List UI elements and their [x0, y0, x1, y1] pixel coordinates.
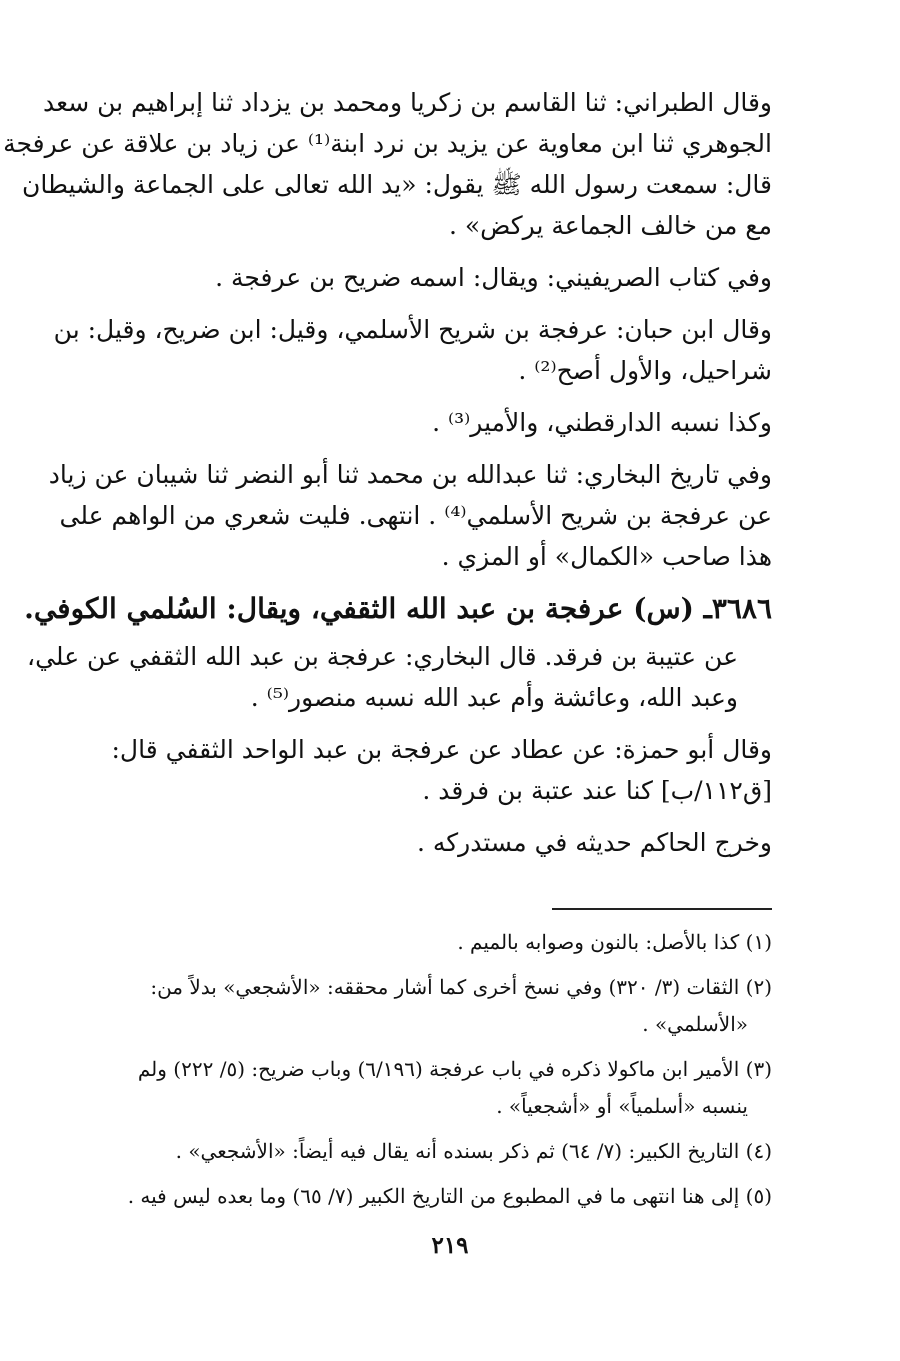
footnote-separator	[552, 908, 772, 910]
text-line: وفي كتاب الصريفيني: ويقال: اسمه ضريح بن عرفجة .	[215, 263, 772, 292]
entry-heading: ٣٦٨٦ـ (س) عرفجة بن عبد الله الثقفي، ويقال: السُلمي الكوفي.	[24, 592, 772, 625]
text-line: عن عرفجة بن شريح الأسلمي⁽⁴⁾ . انتهى. فليت شعري من الواهم على	[59, 501, 772, 530]
footnote-line: «الأسلمي» .	[642, 1012, 748, 1036]
text-line: وقال ابن حبان: عرفجة بن شريح الأسلمي، وقيل: ابن ضريح، وقيل: بن	[53, 315, 772, 344]
text-line: مع من خالف الجماعة يركض» .	[448, 211, 772, 240]
footnote-3	[128, 1051, 772, 1125]
text-line: وفي تاريخ البخاري: ثنا عبدالله بن محمد ثنا أبو النضر ثنا شيبان عن زياد	[48, 460, 772, 489]
footnote-line: (٣) الأمير ابن ماكولا ذكره في باب عرفجة (٦/١٩٦) وباب ضريح: (٥/ ٢٢٢) ولم	[137, 1057, 772, 1081]
footnote-1: (١) كذا بالأصل: بالنون وصوابه بالميم .	[457, 930, 772, 954]
text-line: وعبد الله، وعائشة وأم عبد الله نسبه منصور⁽⁵⁾ .	[250, 683, 738, 712]
paragraph-abu-hamza	[111, 729, 772, 811]
text-line: عن عتيبة بن فرقد. قال البخاري: عرفجة بن عبد الله الثقفي عن علي،	[27, 642, 738, 671]
paragraph-daraqutni	[128, 402, 772, 443]
footnote-line: ينسبه «أسلمياً» أو «أشجعياً» .	[496, 1094, 748, 1118]
text-line: هذا صاحب «الكمال» أو المزي .	[441, 542, 772, 571]
text-line: الجوهري ثنا ابن معاوية عن يزيد بن نرد ابنة⁽¹⁾ عن زياد بن علاقة عن عرفجة	[3, 129, 772, 158]
paragraph-ibn-hibban	[53, 309, 772, 391]
text-line: [ق١١٢/ب] كنا عند عتبة بن فرقد .	[422, 776, 772, 805]
paragraph-tabarani	[3, 82, 772, 246]
text-line: وخرج الحاكم حديثه في مستدركه .	[416, 828, 772, 857]
footnote-2	[128, 969, 772, 1043]
text-line: قال: سمعت رسول الله ﷺ يقول: «يد الله تعالى على الجماعة والشيطان	[21, 170, 772, 199]
text-line: وقال الطبراني: ثنا القاسم بن زكريا ومحمد بن يزداد ثنا إبراهيم بن سعد	[43, 88, 772, 117]
text-line: وكذا نسبه الدارقطني، والأمير⁽³⁾ .	[432, 408, 772, 437]
footnote-separator-wrap	[128, 874, 772, 924]
paragraph-hakim	[128, 822, 772, 863]
text-line: شراحيل، والأول أصح⁽²⁾ .	[518, 356, 772, 385]
footnote-5: (٥) إلى هنا انتهى ما في المطبوع من التاريخ الكبير (٧/ ٦٥) وما بعده ليس فيه .	[127, 1184, 772, 1208]
footnote-line: (٢) الثقات (٣/ ٣٢٠) وفي نسخ أخرى كما أشار محققه: «الأشجعي» بدلاً من:	[150, 975, 772, 999]
footnote-4: (٤) التاريخ الكبير: (٧/ ٦٤) ثم ذكر بسنده أنه يقال فيه أيضاً: «الأشجعي» .	[175, 1139, 772, 1163]
page-number: ٢١٩	[431, 1232, 469, 1259]
paragraph-sarifini	[128, 257, 772, 298]
footnotes	[128, 924, 772, 1215]
paragraph-bukhari-history	[48, 454, 772, 577]
paragraph-entry-intro	[27, 636, 772, 718]
text-line: وقال أبو حمزة: عن عطاد عن عرفجة بن عبد الواحد الثقفي قال:	[111, 735, 772, 764]
